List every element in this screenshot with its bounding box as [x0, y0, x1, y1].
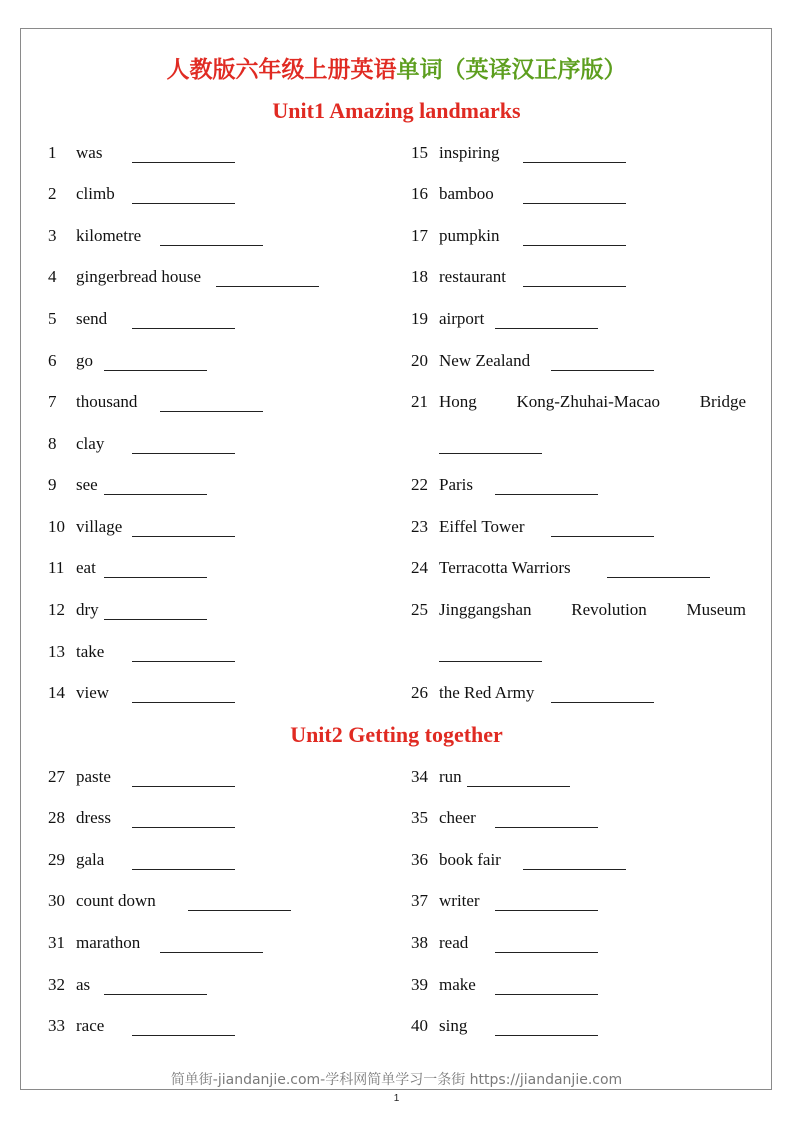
- vocab-item: [411, 932, 751, 954]
- vocab-item: [48, 599, 388, 621]
- item-number: 35: [411, 808, 428, 827]
- answer-blank: [523, 145, 626, 163]
- item-word: marathon: [76, 933, 141, 952]
- page-number: 1: [393, 1093, 400, 1104]
- item-word: inspiring: [439, 143, 500, 162]
- item-number: 17: [411, 226, 428, 245]
- item-word: writer: [439, 891, 480, 910]
- item-number: 36: [411, 850, 428, 869]
- vocab-item: [48, 516, 388, 538]
- vocab-item: [48, 474, 388, 496]
- item-word: as: [76, 975, 91, 994]
- item-number: 28: [48, 808, 65, 827]
- item-number: 2: [48, 184, 57, 203]
- answer-blank: [216, 269, 319, 287]
- item-number: 14: [48, 683, 65, 702]
- answer-blank: [467, 769, 570, 787]
- vocab-item: [48, 350, 388, 372]
- answer-blank: [132, 311, 235, 329]
- answer-blank: [132, 852, 235, 870]
- vocab-item: [48, 890, 388, 912]
- answer-blank: [495, 810, 598, 828]
- answer-blank: [132, 186, 235, 204]
- answer-blank: [160, 935, 263, 953]
- item-number: 27: [48, 767, 65, 786]
- answer-blank: [104, 477, 207, 495]
- item-number: 18: [411, 267, 428, 286]
- answer-blank: [104, 560, 207, 578]
- answer-blank: [132, 685, 235, 703]
- answer-blank: [104, 353, 207, 371]
- item-number: 16: [411, 184, 428, 203]
- item-word: read: [439, 933, 469, 952]
- vocab-item: [411, 974, 751, 996]
- item-number: 1: [48, 143, 57, 162]
- item-word: thousand: [76, 392, 138, 411]
- vocab-item: [48, 183, 388, 205]
- item-word: Eiffel Tower: [439, 517, 525, 536]
- item-word: Terracotta Warriors: [439, 558, 571, 577]
- item-number: 5: [48, 309, 57, 328]
- item-word: pumpkin: [439, 226, 500, 245]
- item-word: make: [439, 975, 476, 994]
- answer-blank: [495, 311, 598, 329]
- vocab-item: [48, 766, 388, 788]
- vocab-item: [411, 308, 751, 330]
- item-number: 32: [48, 975, 65, 994]
- vocab-item: [411, 516, 751, 538]
- item-number: 12: [48, 600, 65, 619]
- item-number: 29: [48, 850, 65, 869]
- vocab-item: [48, 641, 388, 663]
- answer-blank: [132, 145, 235, 163]
- vocab-item: [48, 557, 388, 579]
- vocab-item: [48, 807, 388, 829]
- answer-blank: [551, 685, 654, 703]
- item-number: 23: [411, 517, 428, 536]
- item-word: gala: [76, 850, 105, 869]
- item-number: 20: [411, 351, 428, 370]
- vocab-item: [411, 557, 751, 579]
- item-number: 39: [411, 975, 428, 994]
- item-word: send: [76, 309, 108, 328]
- item-number: 31: [48, 933, 65, 952]
- item-word: bamboo: [439, 184, 494, 203]
- answer-blank: [160, 394, 263, 412]
- item-number: 33: [48, 1016, 65, 1035]
- answer-blank: [495, 935, 598, 953]
- vocab-item: [48, 682, 388, 704]
- item-number: 21: [411, 392, 428, 411]
- vocab-item: [411, 350, 751, 372]
- item-word: Jinggangshan Revolution Museum: [439, 600, 746, 619]
- answer-blank: [523, 186, 626, 204]
- vocab-item: [411, 807, 751, 829]
- item-number: 7: [48, 392, 57, 411]
- vocab-item: [411, 474, 751, 496]
- item-word: village: [76, 517, 123, 536]
- item-number: 26: [411, 683, 428, 702]
- answer-blank: [160, 228, 263, 246]
- vocab-item: [411, 225, 751, 247]
- item-number: 24: [411, 558, 428, 577]
- unit2-heading: Unit2 Getting together: [290, 722, 503, 747]
- vocab-item: [411, 890, 751, 912]
- item-number: 34: [411, 767, 428, 786]
- vocab-item: [48, 225, 388, 247]
- answer-blank: [132, 644, 235, 662]
- vocab-item: [48, 974, 388, 996]
- unit1-heading: Unit1 Amazing landmarks: [272, 98, 521, 123]
- title-red-part: 人教版六年级上册英语: [166, 57, 397, 82]
- item-word: the Red Army: [439, 683, 535, 702]
- item-word: take: [76, 642, 105, 661]
- item-word: see: [76, 475, 98, 494]
- answer-blank: [523, 269, 626, 287]
- item-number: 38: [411, 933, 428, 952]
- vocab-item: [48, 308, 388, 330]
- vocab-item: [48, 433, 388, 455]
- item-word: airport: [439, 309, 485, 328]
- item-word: gingerbread house: [76, 267, 202, 286]
- item-number: 13: [48, 642, 65, 661]
- item-word: dry: [76, 600, 99, 619]
- item-number: 6: [48, 351, 57, 370]
- answer-blank: [132, 519, 235, 537]
- item-number: 10: [48, 517, 65, 536]
- answer-blank: [132, 436, 235, 454]
- vocab-item: [48, 849, 388, 871]
- answer-blank: [104, 977, 207, 995]
- item-word: Paris: [439, 475, 473, 494]
- answer-blank: [495, 477, 598, 495]
- vocab-item: [411, 1015, 751, 1037]
- item-word: restaurant: [439, 267, 507, 286]
- item-word: kilometre: [76, 226, 142, 245]
- vocab-item: [411, 142, 751, 164]
- vocab-item: [48, 932, 388, 954]
- item-number: 8: [48, 434, 57, 453]
- answer-blank: [132, 810, 235, 828]
- answer-blank: [551, 353, 654, 371]
- item-number: 19: [411, 309, 428, 328]
- answer-blank: [523, 852, 626, 870]
- vocab-item: [411, 391, 751, 455]
- footer-watermark: 简单街-jiandanjie.com-学科网简单学习一条街 https://jiandanjie.com: [170, 1072, 623, 1088]
- item-number: 15: [411, 143, 428, 162]
- worksheet-title: [0, 55, 793, 85]
- vocab-item: [411, 183, 751, 205]
- answer-blank: [495, 1018, 598, 1036]
- item-word: book fair: [439, 850, 501, 869]
- item-word: eat: [76, 558, 96, 577]
- answer-blank: [495, 893, 598, 911]
- answer-blank: [607, 560, 710, 578]
- item-word: clay: [76, 434, 105, 453]
- item-word: go: [76, 351, 93, 370]
- answer-blank: [132, 1018, 235, 1036]
- item-number: 30: [48, 891, 65, 910]
- item-number: 9: [48, 475, 57, 494]
- item-word: paste: [76, 767, 111, 786]
- vocab-item: [411, 599, 751, 663]
- item-word: sing: [439, 1016, 468, 1035]
- item-number: 4: [48, 267, 57, 286]
- item-word: climb: [76, 184, 115, 203]
- item-number: 11: [48, 558, 65, 577]
- answer-blank: [523, 228, 626, 246]
- item-word: view: [76, 683, 110, 702]
- item-word: was: [76, 143, 103, 162]
- vocab-item: [411, 682, 751, 704]
- item-word: dress: [76, 808, 111, 827]
- item-word: cheer: [439, 808, 476, 827]
- answer-blank: [439, 644, 542, 662]
- item-word: count down: [76, 891, 156, 910]
- item-number: 40: [411, 1016, 428, 1035]
- item-word: New Zealand: [439, 351, 531, 370]
- answer-blank: [188, 893, 291, 911]
- answer-blank: [551, 519, 654, 537]
- vocab-item: [411, 266, 751, 288]
- vocab-item: [411, 849, 751, 871]
- vocab-item: [48, 391, 388, 413]
- answer-blank: [495, 977, 598, 995]
- item-number: 25: [411, 600, 428, 619]
- vocab-item: [48, 142, 388, 164]
- item-word: run: [439, 767, 462, 786]
- item-number: 22: [411, 475, 428, 494]
- vocab-item: [48, 266, 388, 288]
- item-number: 3: [48, 226, 57, 245]
- vocab-item: [48, 1015, 388, 1037]
- title-green-part: 单词（英译汉正序版）: [396, 57, 627, 82]
- item-word: race: [76, 1016, 105, 1035]
- answer-blank: [132, 769, 235, 787]
- vocab-item: [411, 766, 751, 788]
- answer-blank: [104, 602, 207, 620]
- item-number: 37: [411, 891, 428, 910]
- answer-blank: [439, 436, 542, 454]
- item-word: Hong Kong-Zhuhai-Macao Bridge: [439, 392, 746, 411]
